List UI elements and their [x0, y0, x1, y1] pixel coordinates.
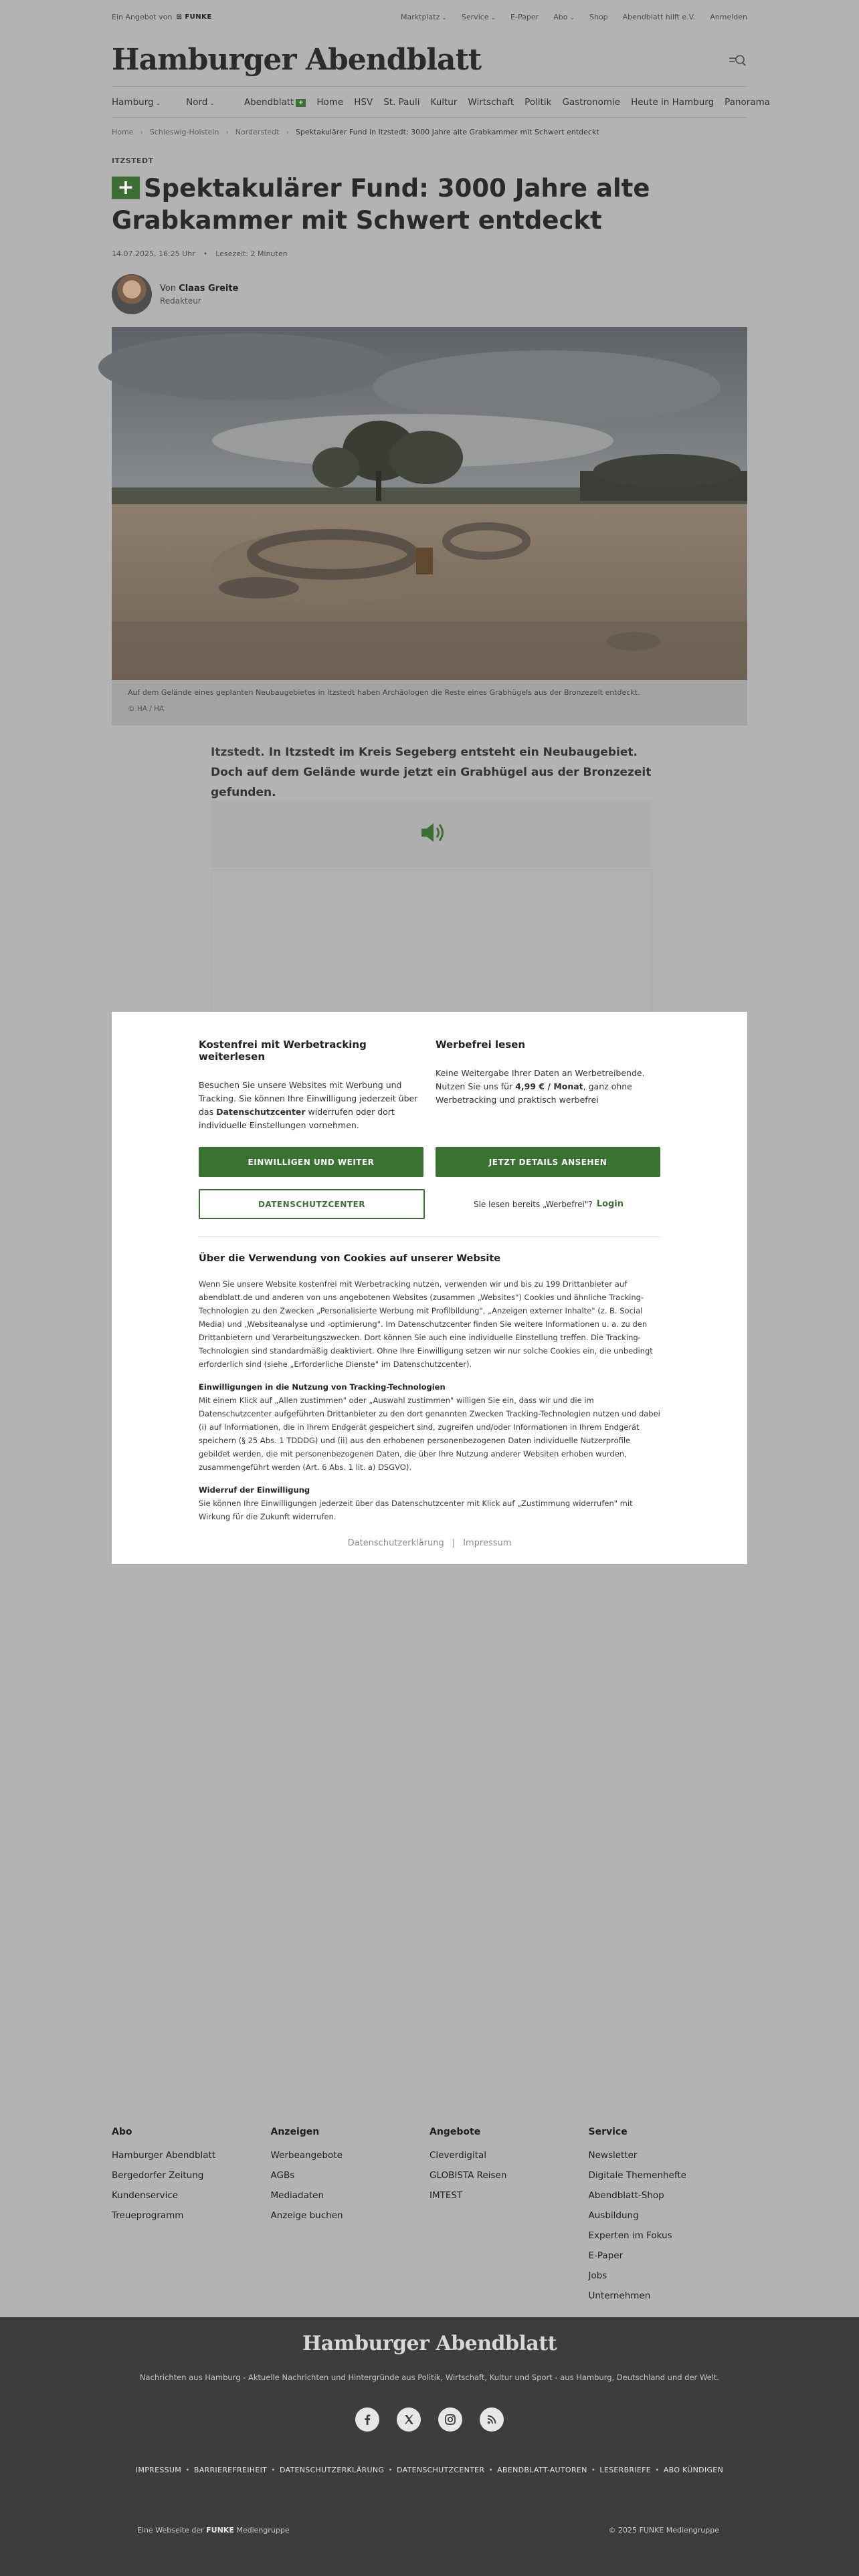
author-role: Redakteur [160, 296, 201, 306]
link-separator: • [388, 2466, 393, 2474]
login-link[interactable]: Login [596, 1199, 624, 1209]
top-link-abo[interactable] [553, 13, 575, 21]
footer-link[interactable]: AGBs [270, 2170, 295, 2181]
link-separator: • [488, 2466, 494, 2474]
nav-label: Abendblatt [244, 97, 294, 108]
audio-player [211, 800, 652, 867]
footer-link[interactable]: Digitale Themenhefte [588, 2170, 686, 2181]
breadcrumb-home[interactable]: Home [112, 127, 134, 136]
footer-link[interactable]: Abendblatt-Shop [588, 2190, 664, 2201]
cookie-info-body [199, 1277, 660, 1523]
top-link-epaper[interactable]: E-Paper [510, 12, 539, 21]
footer-link[interactable]: IMTEST [430, 2190, 463, 2201]
footer-legal-link[interactable]: LESERBRIEFE [599, 2466, 652, 2474]
footer-legal-link[interactable]: ABO KÜNDIGEN [663, 2466, 724, 2474]
site-footer [0, 2317, 859, 2576]
x-icon[interactable] [397, 2407, 421, 2432]
link-separator: • [655, 2466, 660, 2474]
footer-legal-link[interactable]: ABENDBLATT-AUTOREN [497, 2466, 587, 2474]
footer-legal-link[interactable]: IMPRESSUM [135, 2466, 182, 2474]
login-link[interactable]: Anmelden [710, 12, 747, 21]
content-placeholder [211, 869, 652, 1023]
chevron-right-icon: › [225, 127, 229, 136]
footer-legal-link[interactable]: DATENSCHUTZCENTER [397, 2466, 485, 2474]
modal-links [199, 1538, 660, 1548]
breadcrumb [112, 122, 747, 142]
rss-icon[interactable] [480, 2407, 504, 2432]
footer-column-title: Abo [112, 2127, 132, 2137]
adfree-option [436, 1039, 660, 1132]
adfree-text-part1: Keine Weitergabe Ihrer Daten an Werbetreibende. Nutzen Sie uns für [436, 1068, 645, 1091]
plus-badge: + [296, 99, 306, 107]
nav-label: Hamburg [112, 97, 154, 108]
top-link-service[interactable] [462, 13, 496, 21]
free-option-text [199, 1079, 423, 1132]
facebook-icon[interactable] [355, 2407, 379, 2432]
speaker-icon[interactable] [416, 817, 447, 851]
chevron-down-icon: ⌄ [209, 100, 215, 107]
image-caption [112, 680, 747, 726]
search-icon[interactable] [727, 50, 747, 70]
article-title [112, 173, 680, 237]
caption-text: Auf dem Gelände eines geplanten Neubaugebietes in Itzstedt haben Archäologen die Reste eines Grabhügels aus der Bronzezeit entdeckt. [128, 688, 640, 697]
image-credit: © HA / HA [128, 705, 165, 713]
nav-gastronomie[interactable]: Gastronomie [562, 97, 621, 108]
article-category[interactable]: ITZSTEDT [112, 156, 154, 165]
chevron-down-icon: ⌄ [569, 14, 575, 21]
imprint-link[interactable]: Impressum [463, 1538, 512, 1548]
social-links [0, 2407, 859, 2432]
cookie-paragraph-1: Wenn Sie unsere Website kostenfrei mit Werbetracking nutzen, verwenden wir und bis zu 199 Drittanbieter auf abendblatt.de und anderen von uns angebotenen Websites (zusammen „Websites") Cookies und ähnliche Tracking-Technologien zu den Zwecken „Personalisierte Werbung mit Profilbildung", „Anzeigen externer Inhalte" (z. B. Social Media) und „Websiteanalyse und -optimierung". Im Datenschutzcenter finden Sie weitere Informationen u. a. zu den Drittanbietern und Verarbeitungszwecken. Dort können Sie auch eine individuelle Einstellung treffen. Die Tracking-Technologien sind standardmäßig deaktiviert. Ohne Ihre Einwilligung setzen wir nur solche Cookies ein, die unbedingt erforderlich sind (siehe „Erforderliche Dienste" im Datenschutzcenter). [199, 1279, 653, 1369]
breadcrumb-current: Spektakulärer Fund in Itzstedt: 3000 Jahre alte Grabkammer mit Schwert entdeckt [295, 127, 599, 136]
footer-link[interactable]: Experten im Fokus [588, 2230, 672, 2241]
top-link-label: Service [461, 12, 489, 21]
footer-column-anzeigen [271, 2127, 430, 2317]
author-box [112, 274, 747, 314]
footer-link[interactable]: Cleverdigital [430, 2150, 487, 2161]
main-nav [112, 88, 771, 118]
masthead [112, 33, 747, 87]
footer-legal-link[interactable]: BARRIEREFREIHEIT [193, 2466, 268, 2474]
footer-link[interactable]: Kundenservice [112, 2190, 179, 2201]
instagram-icon[interactable] [438, 2407, 462, 2432]
copyright: © 2025 FUNKE Mediengruppe [608, 2526, 719, 2535]
top-link-label: Abo [553, 12, 568, 21]
article-title-text: Spektakulärer Fund: 3000 Jahre alte Grabkammer mit Schwert entdeckt [112, 174, 650, 235]
footer-link[interactable]: Jobs [588, 2270, 607, 2281]
footer-column-title: Angebote [430, 2127, 481, 2137]
adfree-price: 4,99 € / Monat [515, 1081, 583, 1091]
chevron-down-icon: ⌄ [155, 100, 161, 107]
footer-link[interactable]: Unternehmen [588, 2290, 651, 2301]
funke-logo-text: FUNKE [185, 13, 212, 21]
free-text-part2: widerrufen oder dort individuelle Einstellungen vornehmen. [199, 1107, 395, 1130]
footer-link[interactable]: Werbeangebote [270, 2150, 343, 2161]
chevron-right-icon: › [286, 127, 289, 136]
top-link-label: Marktplatz [401, 12, 440, 21]
nav-st-pauli[interactable]: St. Pauli [383, 97, 420, 108]
breadcrumb-schleswig-holstein[interactable]: Schleswig-Holstein [149, 127, 219, 136]
footer-link[interactable]: Mediadaten [270, 2190, 324, 2201]
privacy-center-button[interactable]: DATENSCHUTZCENTER [199, 1189, 425, 1219]
adfree-option-text [436, 1067, 660, 1107]
footer-column-title: Service [588, 2127, 628, 2137]
nav-politik[interactable]: Politik [524, 97, 552, 108]
footer-tagline: Nachrichten aus Hamburg - Aktuelle Nachrichten und Hintergründe aus Politik, Wirtschaft, Kultur und Sport - aus Hamburg, Deutschland und der Welt. [139, 2373, 720, 2382]
nav-nord[interactable] [181, 97, 220, 108]
free-option [199, 1039, 423, 1132]
nav-heute-in-hamburg[interactable]: Heute in Hamburg [631, 97, 714, 108]
footer-link[interactable]: Ausbildung [588, 2210, 639, 2221]
lead-dateline: Itzstedt. [211, 746, 265, 759]
top-bar [112, 0, 747, 33]
nav-panorama[interactable]: Panorama [725, 97, 771, 108]
top-links [401, 13, 747, 21]
read-time: Lesezeit: 2 Minuten [215, 249, 288, 258]
nav-label: Nord [186, 97, 208, 108]
footer-link[interactable]: Treueprogramm [112, 2210, 184, 2221]
privacy-policy-link[interactable]: Datenschutzerklärung [347, 1538, 444, 1548]
nav-kultur[interactable]: Kultur [430, 97, 458, 108]
footer-column-abo [112, 2127, 271, 2317]
site-logo[interactable]: Hamburger Abendblatt [112, 43, 482, 77]
consent-button[interactable]: EINWILLIGEN UND WEITER [199, 1147, 423, 1177]
hero-image [112, 327, 747, 680]
meta-separator: • [203, 249, 208, 258]
free-option-title: Kostenfrei mit Werbetracking weiterlesen [199, 1039, 367, 1063]
top-link-marktplatz[interactable] [401, 13, 447, 21]
free-text-part1: Besuchen Sie unsere Websites mit Werbung und Tracking. Sie können Ihre Einwilligung jederzeit über das [199, 1080, 418, 1117]
article-date: 14.07.2025, 16:25 Uhr [112, 249, 195, 258]
revoke-heading: Widerruf der Einwilligung [199, 1485, 310, 1495]
footer-link[interactable]: GLOBISTA Reisen [430, 2170, 507, 2181]
consent-dialog [112, 1012, 747, 1564]
breadcrumb-norderstedt[interactable]: Norderstedt [235, 127, 280, 136]
footer-legal-links [0, 2466, 859, 2474]
footer-column-angebote [430, 2127, 589, 2317]
link-separator: | [452, 1538, 456, 1548]
article-lead [211, 742, 652, 802]
adfree-text-part2: , ganz ohne Werbetracking und praktisch werbefrei [436, 1081, 632, 1105]
already-subscribed [437, 1189, 660, 1219]
footer-link[interactable]: E-Paper [588, 2250, 624, 2261]
footer-column-service [589, 2127, 748, 2317]
footer-link[interactable]: Bergedorfer Zeitung [112, 2170, 204, 2181]
offer-prefix: Ein Angebot von [112, 12, 173, 21]
nav-abendblatt-plus[interactable] [244, 97, 311, 108]
author-name[interactable]: Claas Greite [179, 283, 239, 294]
nav-hamburg[interactable] [112, 97, 166, 108]
consent-heading: Einwilligungen in die Nutzung von Tracking-Technologien [199, 1382, 446, 1392]
link-separator: • [271, 2466, 276, 2474]
author-prefix: Von [160, 283, 177, 294]
chevron-down-icon: ⌄ [442, 14, 447, 21]
article-meta [112, 249, 747, 258]
offer-note [112, 13, 212, 21]
chevron-right-icon: › [140, 127, 143, 136]
link-separator: • [591, 2466, 596, 2474]
nav-hsv[interactable]: HSV [354, 97, 373, 108]
footer-link[interactable]: Newsletter [588, 2150, 638, 2161]
plus-badge: + [112, 177, 140, 199]
funke-logo[interactable]: ⊞ FUNKE [176, 13, 212, 21]
footer-bottom [137, 2526, 719, 2535]
top-link-shop[interactable]: Shop [589, 12, 608, 21]
footer-link[interactable]: Anzeige buchen [270, 2210, 343, 2221]
author-line [160, 284, 238, 294]
cookie-info-title: Über die Verwendung von Cookies auf unserer Website [199, 1253, 501, 1264]
footer-columns [112, 2127, 747, 2317]
publisher-brand[interactable]: FUNKE [206, 2526, 234, 2535]
publisher-suffix: Mediengruppe [236, 2526, 290, 2535]
link-separator: • [185, 2466, 190, 2474]
top-link-hilft[interactable]: Abendblatt hilft e.V. [622, 12, 696, 21]
footer-publisher [137, 2526, 290, 2535]
chevron-down-icon: ⌄ [490, 14, 496, 21]
privacy-center-link[interactable]: Datenschutzcenter [216, 1107, 306, 1117]
footer-logo[interactable]: Hamburger Abendblatt [302, 2332, 557, 2355]
author-avatar[interactable] [112, 274, 152, 314]
lead-text: In Itzstedt im Kreis Segeberg entsteht ein Neubaugebiet. Doch auf dem Gelände wurde jetzt ein Grabhügel aus der Bronzezeit gefunden. [211, 746, 652, 799]
details-button[interactable]: JETZT DETAILS ANSEHEN [436, 1147, 660, 1177]
already-text: Sie lesen bereits „Werbefrei"? [473, 1199, 593, 1209]
cookie-paragraph-3: Sie können Ihre Einwilligungen jederzeit über das Datenschutzcenter mit Klick auf „Zustimmung widerrufen" mit Wirkung für die Zukunft widerrufen. [199, 1499, 633, 1521]
footer-legal-link[interactable]: DATENSCHUTZERKLÄRUNG [279, 2466, 385, 2474]
footer-link[interactable]: Hamburger Abendblatt [112, 2150, 216, 2161]
nav-wirtschaft[interactable]: Wirtschaft [468, 97, 514, 108]
adfree-option-title: Werbefrei lesen [436, 1039, 526, 1051]
footer-column-title: Anzeigen [270, 2127, 320, 2137]
nav-home[interactable]: Home [316, 97, 344, 108]
publisher-prefix: Eine Webseite der [137, 2526, 204, 2535]
cookie-paragraph-2: Mit einem Klick auf „Allen zustimmen" oder „Auswahl zustimmen" willigen Sie ein, dass wir und die im Datenschutzcenter aufgeführten Drittanbieter zu den dort genannten Zwecken Tracking-Technologien nutzen und dabei (i) auf Informationen, die in Ihrem Endgerät gespeichert sind, zugreifen und/oder Informationen in Ihrem Endgerät speichern (§ 25 Abs. 1 TDDDG) und (ii) aus den erhobenen personenbezogenen Daten individuelle Nutzerprofile gebildet werden, die mit personenbezogenen Daten, die über Ihre Nutzung anderer Websiten erhoben wurden, zusammengeführt werden (Art. 6 Abs. 1 lit. a) DSGVO). [199, 1396, 660, 1472]
